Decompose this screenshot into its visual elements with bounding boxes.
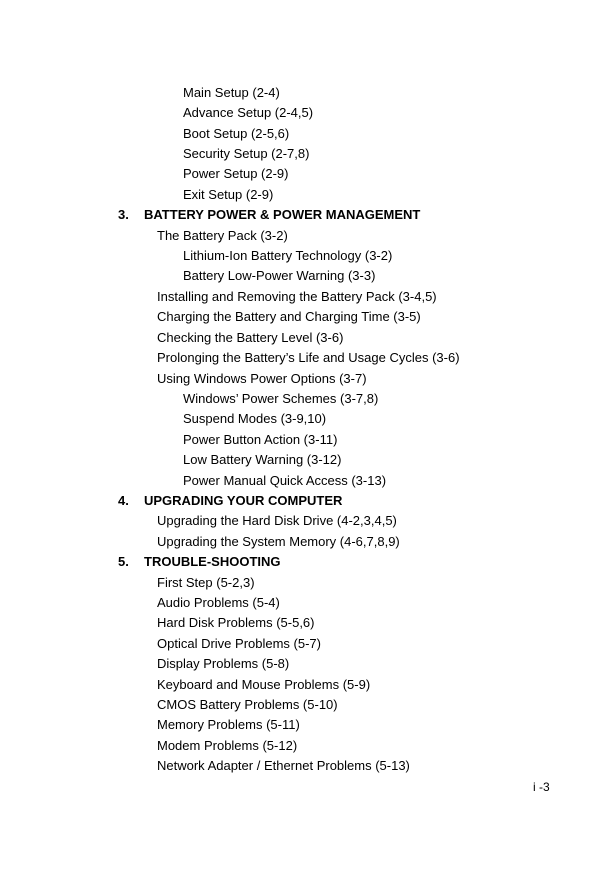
chapter-title: TROUBLE-SHOOTING bbox=[144, 554, 281, 569]
chapter-title: UPGRADING YOUR COMPUTER bbox=[144, 493, 343, 508]
toc-entry: The Battery Pack (3-2) bbox=[157, 228, 288, 243]
toc-entry-exit-setup: Exit Setup (2-9) bbox=[183, 187, 274, 202]
toc-entry: Installing and Removing the Battery Pack (3-4,5) bbox=[157, 289, 437, 304]
toc-entry: Upgrading the Hard Disk Drive (4-2,3,4,5) bbox=[157, 513, 397, 528]
toc-entry-advance-setup: Advance Setup (2-4,5) bbox=[183, 105, 314, 120]
toc-entry: Modem Problems (5-12) bbox=[157, 738, 298, 753]
toc-entry-boot-setup: Boot Setup (2-5,6) bbox=[183, 126, 290, 141]
toc-entry: Display Problems (5-8) bbox=[157, 656, 290, 671]
toc-entry: Windows’ Power Schemes (3-7,8) bbox=[183, 391, 379, 406]
chapter-title: BATTERY POWER & POWER MANAGEMENT bbox=[144, 207, 421, 222]
toc-entry: Hard Disk Problems (5-5,6) bbox=[157, 615, 315, 630]
toc-entry: Checking the Battery Level (3-6) bbox=[157, 330, 344, 345]
toc-entry: Network Adapter / Ethernet Problems (5-13) bbox=[157, 758, 410, 773]
toc-entry: CMOS Battery Problems (5-10) bbox=[157, 697, 338, 712]
toc-entry-main-setup: Main Setup (2-4) bbox=[183, 85, 280, 100]
toc-entry: Suspend Modes (3-9,10) bbox=[183, 411, 327, 426]
toc-entry: Low Battery Warning (3-12) bbox=[183, 452, 342, 467]
toc-entry: Prolonging the Battery’s Life and Usage Cycles (3-6) bbox=[157, 350, 460, 365]
toc-entry: Optical Drive Problems (5-7) bbox=[157, 636, 321, 651]
toc-entry: Power Manual Quick Access (3-13) bbox=[183, 473, 387, 488]
chapter-number: 5. bbox=[118, 554, 129, 569]
toc-entry: Charging the Battery and Charging Time (3-5) bbox=[157, 309, 421, 324]
toc-entry-power-setup: Power Setup (2-9) bbox=[183, 166, 289, 181]
chapter-number: 3. bbox=[118, 207, 129, 222]
toc-entry-security-setup: Security Setup (2-7,8) bbox=[183, 146, 310, 161]
toc-entry: Upgrading the System Memory (4-6,7,8,9) bbox=[157, 534, 400, 549]
toc-entry: Audio Problems (5-4) bbox=[157, 595, 280, 610]
toc-entry: First Step (5-2,3) bbox=[157, 575, 255, 590]
page-number: i -3 bbox=[533, 780, 550, 794]
toc-entry: Lithium-Ion Battery Technology (3-2) bbox=[183, 248, 393, 263]
toc-entry: Using Windows Power Options (3-7) bbox=[157, 371, 367, 386]
toc-entry: Battery Low-Power Warning (3-3) bbox=[183, 268, 376, 283]
toc-entry: Memory Problems (5-11) bbox=[157, 717, 300, 732]
toc-entry: Power Button Action (3-11) bbox=[183, 432, 338, 447]
chapter-number: 4. bbox=[118, 493, 129, 508]
toc-entry: Keyboard and Mouse Problems (5-9) bbox=[157, 677, 371, 692]
